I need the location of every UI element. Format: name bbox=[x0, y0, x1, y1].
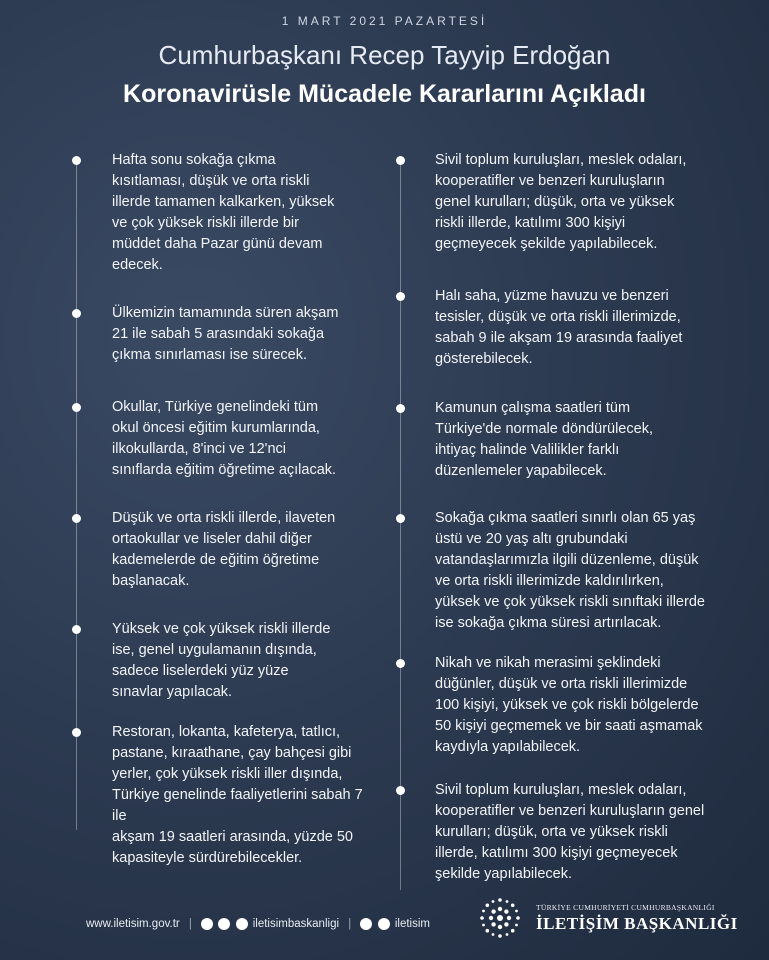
footer-links bbox=[86, 918, 430, 930]
bullet-dot bbox=[72, 625, 81, 634]
timeline-line bbox=[400, 156, 401, 890]
item-text: Hafta sonu sokağa çıkma kısıtlaması, düşük ve orta riskli illerde tamamen kalkarken, yüksek ve çok yüksek riskli illerde bir müddet daha Pazar günü devam edecek. bbox=[112, 152, 335, 273]
bullet-dot bbox=[396, 786, 405, 795]
right-column bbox=[400, 150, 740, 890]
bullet-dot bbox=[72, 514, 81, 523]
brand-title: İLETİŞİM BAŞKANLIĞI bbox=[536, 914, 738, 933]
separator: | bbox=[188, 918, 192, 930]
item-text: Düşük ve orta riskli illerde, ilaveten ortaokullar ve liseler dahil diğer kademelerde de eğitim öğretime başlanacak. bbox=[112, 510, 336, 589]
item-text: Sokağa çıkma saatleri sınırlı olan 65 yaş üstü ve 20 yaş altı grubundaki vatandaşlarımızla ilgili düzenleme, düşük ve orta riskli illerimizde kaldırılırken, yüksek ve çok yüksek riskli sınıftaki illerde ise sokağa çıkma süresi artırılacak. bbox=[435, 510, 705, 631]
item-text: Yüksek ve çok yüksek riskli illerde ise, genel uygulamanın dışında, sadece liselerdeki yüz yüze sınavlar yapılacak. bbox=[112, 621, 331, 700]
item-text: Halı saha, yüzme havuzu ve benzeri tesisler, düşük ve orta riskli illerimizde, sabah 9 ile akşam 19 arasında faaliyet gösterebilecek. bbox=[435, 288, 683, 367]
date-line: 1 MART 2021 PAZARTESİ bbox=[281, 14, 488, 28]
instagram-icon[interactable] bbox=[378, 918, 390, 930]
iletisim-logo-icon bbox=[474, 892, 526, 944]
item-text: Sivil toplum kuruluşları, meslek odaları, kooperatifler ve benzeri kuruluşların genel kurulları; düşük, orta ve yüksek riskli illerde, katılımı 300 kişiyi geçmeyecek şekilde yapılabilecek. bbox=[435, 782, 705, 882]
separator: | bbox=[348, 918, 352, 930]
twitter-icon[interactable] bbox=[360, 918, 372, 930]
item-text: Kamunun çalışma saatleri tüm Türkiye'de normale döndürülecek, ihtiyaç halinde Valilikler farklı düzenlemeler yapabilecek. bbox=[435, 400, 653, 479]
bullet-dot bbox=[72, 309, 81, 318]
item-text: Okullar, Türkiye genelindeki tüm okul öncesi eğitim kurumlarında, ilkokullarda, 8'inci ve 12'nci sınıflarda eğitim öğretime açılacak. bbox=[112, 399, 337, 478]
page-subtitle: Cumhurbaşkanı Recep Tayyip Erdoğan bbox=[158, 40, 611, 70]
bullet-dot bbox=[396, 156, 405, 165]
left-column bbox=[76, 150, 376, 866]
website-link[interactable]: www.iletisim.gov.tr bbox=[86, 918, 180, 930]
brand-block bbox=[474, 892, 744, 948]
brand-subtitle: TÜRKİYE CUMHURİYETİ CUMHURBAŞKANLIĞI bbox=[536, 903, 715, 912]
social-handle[interactable]: iletisim bbox=[394, 918, 430, 930]
bullet-dot bbox=[396, 404, 405, 413]
youtube-icon[interactable] bbox=[236, 918, 248, 930]
bullet-dot bbox=[72, 403, 81, 412]
facebook-icon[interactable] bbox=[201, 918, 213, 930]
social-handle[interactable]: iletisimbaskanligi bbox=[252, 918, 340, 930]
bullet-dot bbox=[396, 292, 405, 301]
bullet-dot bbox=[396, 659, 405, 668]
item-text: Ülkemizin tamamında süren akşam 21 ile sabah 5 arasındaki sokağa çıkma sınırlaması ise sürecek. bbox=[112, 305, 339, 363]
bullet-dot bbox=[396, 514, 405, 523]
bullet-dot bbox=[72, 156, 81, 165]
item-text: Restoran, lokanta, kafeterya, tatlıcı, pastane, kıraathane, çay bahçesi gibi yerler, çok yüksek riskli iller dışında, Türkiye genelinde faaliyetlerini sabah 7 ile akşam 19 saatleri arasında, yüzde 50 kapasiteyle sürdürebilecekler. bbox=[112, 724, 363, 866]
bullet-dot bbox=[72, 728, 81, 737]
instagram-icon[interactable] bbox=[218, 918, 230, 930]
item-text: Sivil toplum kuruluşları, meslek odaları, kooperatifler ve benzeri kuruluşların genel kurulları; düşük, orta ve yüksek riskli illerde, katılımı 300 kişiyi geçmeyecek şekilde yapılabilecek. bbox=[435, 152, 687, 252]
page-title: Koronavirüsle Mücadele Kararlarını Açıkladı bbox=[123, 80, 646, 108]
item-text: Nikah ve nikah merasimi şeklindeki düğünler, düşük ve orta riskli illerimizde 100 kişiyi, yüksek ve çok riskli bölgelerde 50 kişiyi geçmemek ve bir saati aşmamak kaydıyla yapılabilecek. bbox=[435, 655, 703, 755]
